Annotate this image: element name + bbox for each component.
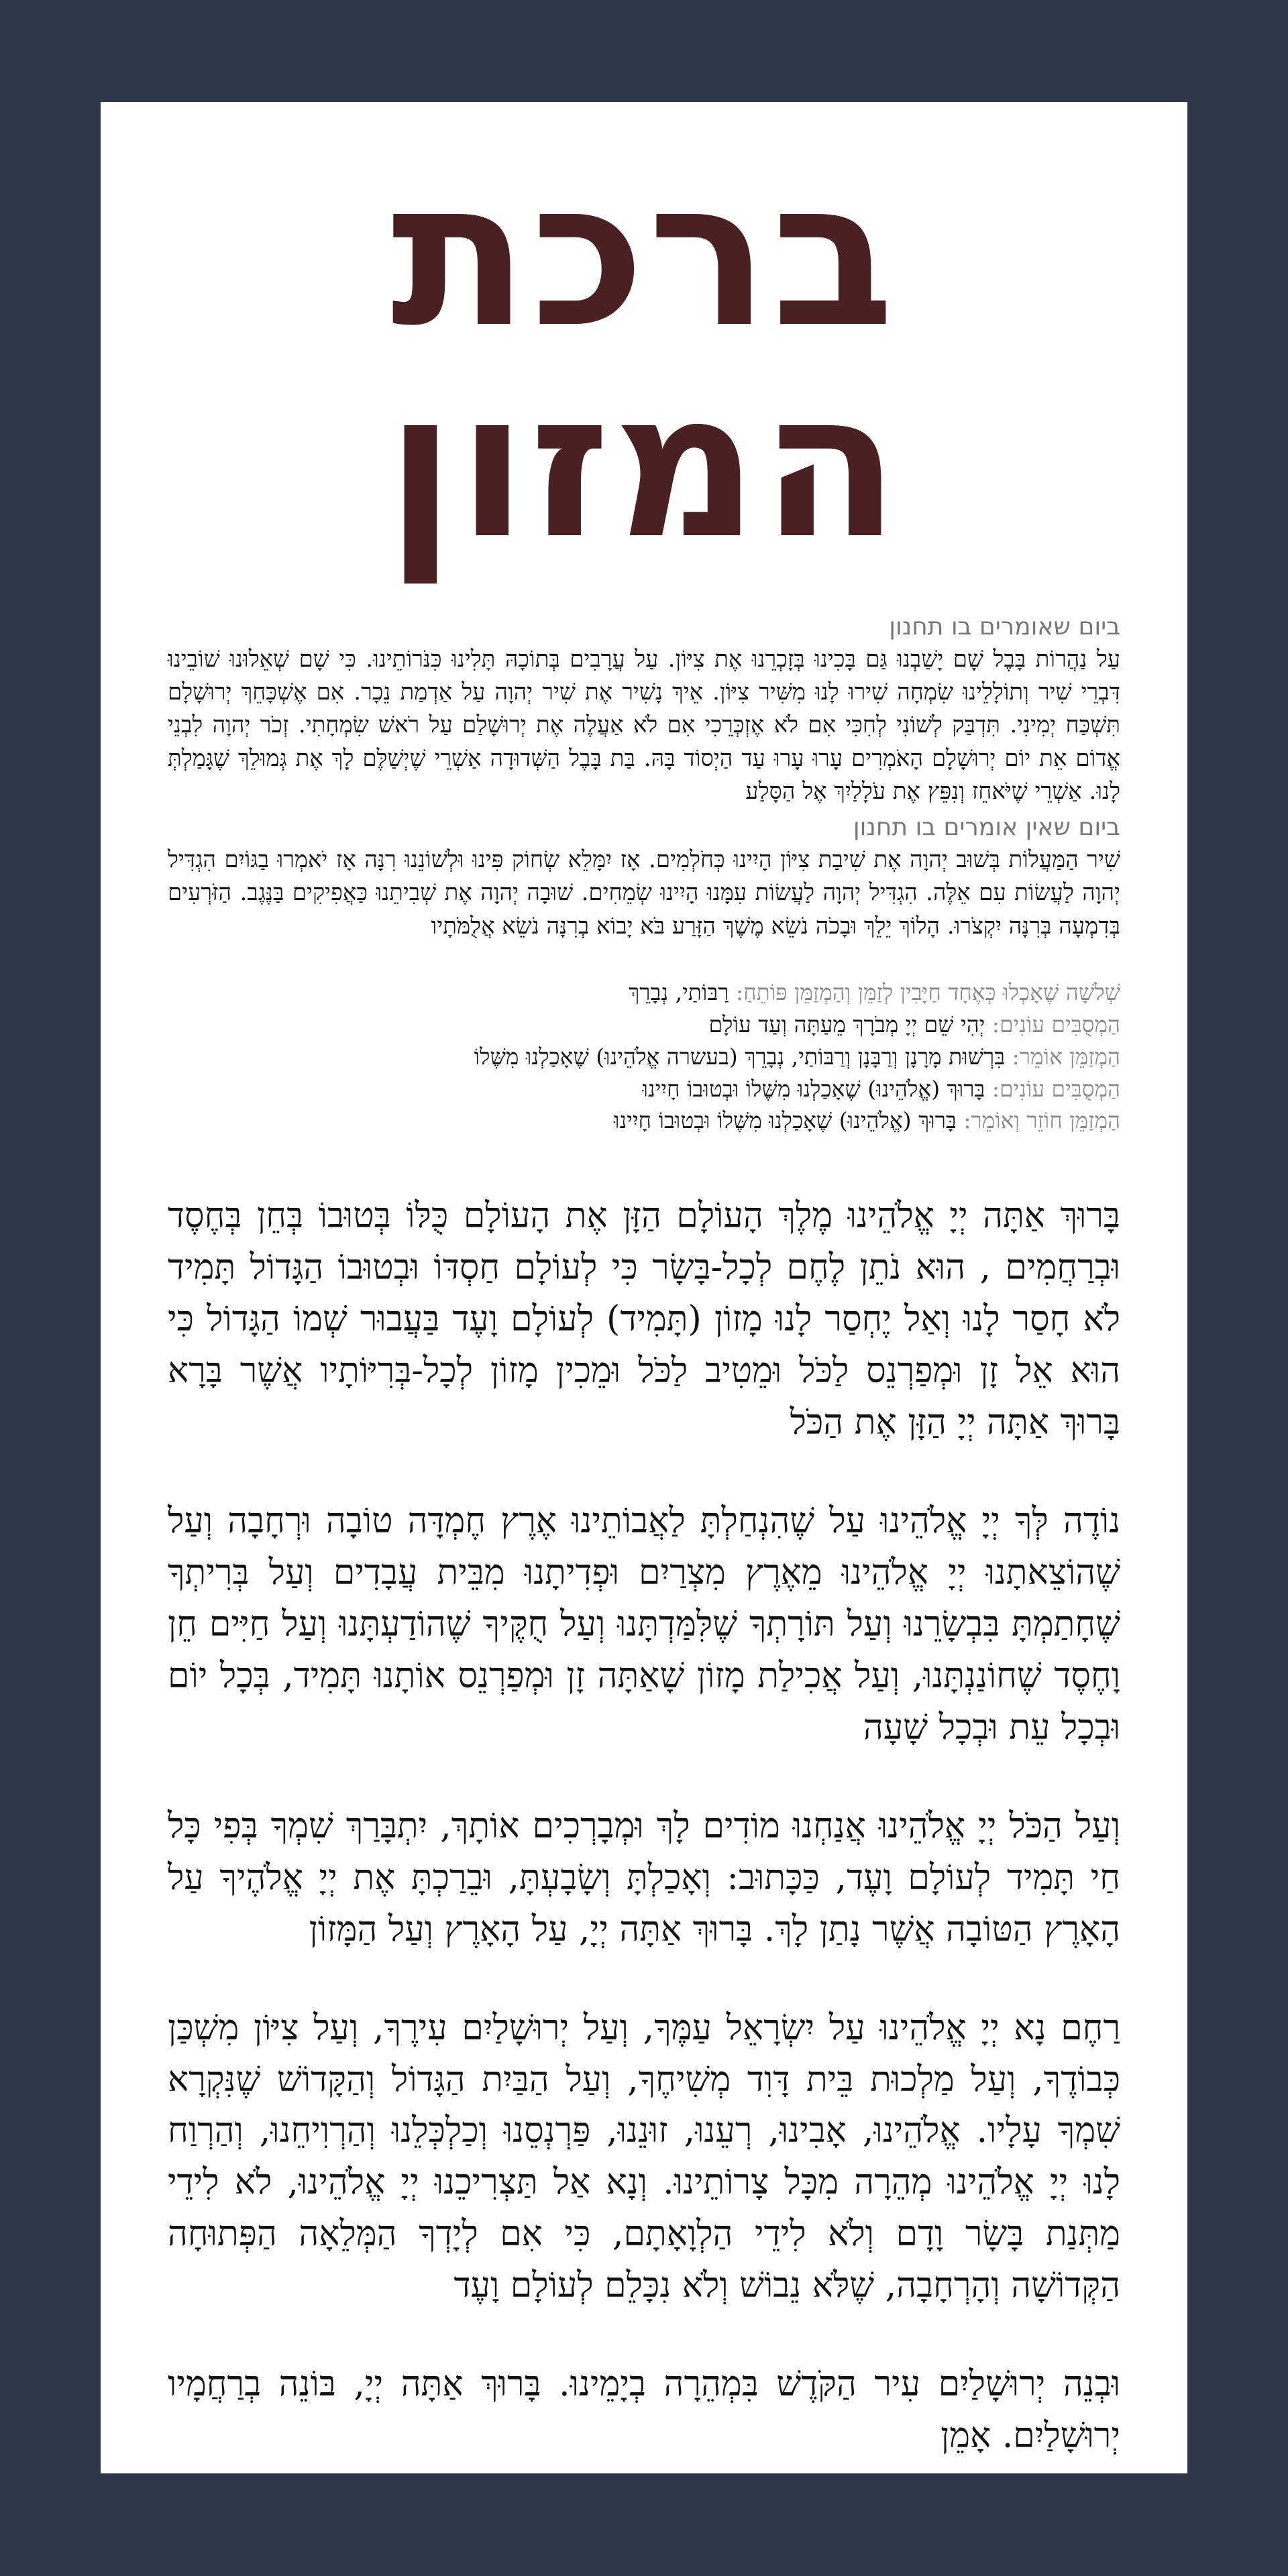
tachanun-day-label: ביום שאומרים בו תחנון <box>889 613 1120 640</box>
zimun-speaker: הַמְזַמֵּן אוֹמֵר: <box>1012 1043 1120 1070</box>
zimun-speaker: שְׁלשָׁה שֶׁאָכְלוּ כְּאֶחָד חַיָּבִין לְזַמֵּן וְהַמְזַמֵּן פּוֹתֵחַ: <box>735 978 1120 1005</box>
blessing-uvneh-paragraph: וּבְנֵה יְרוּשָׁלַיִם עִיר הַקֹּדֶשׁ בִּמְהֵרָה בְיָמֵינוּ. בָּרוּךְ אַתָּה יְיָ, בּוֹנֵה בְרַחֲמָיו יְרוּשָׁלַיִם. אָמֵן <box>168 2364 1121 2457</box>
zimun-speaker: הַמְסֻבִּים עוֹנִים: <box>991 1075 1120 1102</box>
zimun-response: יְהִי שֵׁם יְיָ מְבֹרָךְ מֵעַתָּה וְעַד עוֹלָם <box>708 1011 992 1038</box>
blessing-haaretz-paragraph: נוֹדֶה לְּךָ יְיָ אֱלֹהֵינוּ עַל שֶׁהִנְחַלְתָּ לַאֲבוֹתֵינוּ אֶרֶץ חֶמְדָּה טוֹבָה וּרְחָבָה וְעַל שֶׁהוֹצֵאתָנוּ יְיָ אֱלֹהֵינוּ מֵאֶרֶץ מִצְרַיִם וּפְדִיתָנוּ מִבֵּית עֲבָדִים וְעַל בְּרִיתְךָ שֶׁחָתַמְתָּ בִּבְשָׂרֵנוּ וְעַל תּוֹרָתְךָ שֶׁלִּמַּדְתָּנוּ וְעַל חֻקֶּיךָ שֶׁהוֹדַעְתָּנוּ וְעַל חַיִּים חֵן וָחֶסֶד שֶׁחוֹנַנְתָּנוּ, וְעַל אֲכִילַת מָזוֹן שָׁאַתָּה זָן וּמְפַרְנֵס אוֹתָנוּ תָּמִיד, בְּכָל יוֹם וּבְכָל עֵת וּבְכָל שָׁעָה <box>168 1500 1120 1748</box>
zimun-line <box>168 1041 1120 1073</box>
zimun-speaker: הַמְזַמֵּן חוֹזֵר וְאוֹמֵר: <box>963 1107 1120 1134</box>
main-blessings <box>168 1190 1120 2462</box>
blessing-hazan-paragraph: בָּרוּךְ אַתָּה יְיָ אֱלֹהֵינוּ מֶלֶךְ הָעוֹלָם הַזָּן אֶת הָעוֹלָם כֻּלּוֹ בְּטוּבוֹ בְּחֵן בְּחֶסֶד וּבְרַחֲמִים , הוּא נֹתֵן לֶחֶם לְכָל-בָּשָׂר כִּי לְעוֹלָם חַסְדּוֹ וּבְטוּבוֹ הַגָּדוֹל תָּמִיד לֹא חָסַר לָנוּ וְאַל יֶחְסַר לָנוּ מָזוֹן (תָּמִיד) לְעוֹלָם וָעֶד בַּעֲבוּר שְׁמוֹ הַגָּדוֹל כִּי הוּא אֵל זָן וּמְפַרְנֵס לַכֹּל וּמֵטִיב לַכֹּל וּמֵכִין מָזוֹן לְכָל-בְּרִיּוֹתָיו אֲשֶׁר בָּרָא בָּרוּךְ אַתָּה יְיָ הַזָּן אֶת הַכֹּל <box>168 1196 1120 1443</box>
zimun-response: בָּרוּךְ (אֱלֹהֵינוּ) שֶׁאָכַלְנוּ מִשֶּׁלוֹ וּבְטוּבוֹ חָיִינוּ <box>642 1075 992 1102</box>
zimun-line <box>168 1009 1120 1041</box>
document-content <box>168 102 1120 2509</box>
no-tachanun-day-label: ביום שאין אומרים בו תחנון <box>853 814 1120 842</box>
shir-hamaalot-paragraph: שִׁיר הַמַּעֲלוֹת בְּשׁוּב יְהוָה אֶת שִׁיבַת צִיּוֹן הָיִינוּ כְּחֹלְמִים. אָז יִמָּלֵא שְׂחוֹק פִּינוּ וּלְשׁוֹנֵנוּ רִנָּה אָז יֹאמְרוּ בַגּוֹיִם הִגְדִּיל יְהוָה לַעֲשׂוֹת עִם אֵלֶּה. הִגְדִּיל יְהוָה לַעֲשׂוֹת עִמָּנוּ הָיִינוּ שְׂמֵחִים. שׁוּבָה יְהוָה אֶת שְׁבִיתֵנוּ כַּאֲפִיקִים בַּנֶּגֶב. הַזֹּרְעִים בְּדִמְעָה בְּרִנָּה יִקְצֹרוּ. הָלוֹךְ יֵלֵךְ וּבָכֹה נֹשֵׂא מֶשֶׁךְ הַזָּרַע בֹּא יָבוֹא בְרִנָּה נֹשֵׂא אֲלֻמֹּתָיו <box>168 846 1120 940</box>
zimun-section <box>168 976 1120 1137</box>
zimun-response: רַבּוֹתַי, נְבָרֵךְ <box>629 978 736 1005</box>
document-page <box>101 102 1187 2473</box>
intro-section <box>168 612 1120 943</box>
al-naharot-paragraph: עַל נַהֲרוֹת בָּבֶל שָׁם יָשַׁבְנוּ גַּם בָּכִינוּ בְּזָכְרֵנוּ אֶת צִיּוֹן. עַל עֲרָבִים בְּתוֹכָהּ תָּלִינוּ כִּנֹּרוֹתֵינוּ. כִּי שָׁם שְׁאֵלוּנוּ שׁוֹבֵינוּ דִּבְרֵי שִׁיר וְתוֹלָלֵינוּ שִׂמְחָה שִׁירוּ לָנוּ מִשִּׁיר צִיּוֹן. אֵיךְ נָשִׁיר אֶת שִׁיר יְהוָה עַל אַדְמַת נֵכָר. אִם אֶשְׁכָּחֵךְ יְרוּשָׁלָם תִּשְׁכַּח יְמִינִי. תִּדְבַּק לְשׁוֹנִי לְחִכִּי אִם לֹא אֶזְכְּרֵכִי אִם לֹא אַעֲלֶה אֶת יְרוּשָׁלַם עַל רֹאשׁ שִׂמְחָתִי. זְכֹר יְהוָה לִבְנֵי אֱדוֹם אֵת יוֹם יְרוּשָׁלָם הָאֹמְרִים עָרוּ עָרוּ עַד הַיְסוֹד בָּהּ. בַּת בָּבֶל הַשְּׁדוּדָה אַשְׁרֵי שֶׁיְשַׁלֶּם לָךְ אֶת גְּמוּלֵךְ שֶׁגָּמַלְתְּ לָנוּ. אַשְׁרֵי שֶׁיֹּאחֵז וְנִפֵּץ אֶת עֹלָלַיִךְ אֶל הַסָּלַע <box>168 645 1120 805</box>
zimun-line <box>168 1105 1120 1137</box>
zimun-speaker: הַמְסֻבִּים עוֹנִים: <box>991 1011 1120 1038</box>
blessing-veal-hakol-paragraph: וְעַל הַכֹּל יְיָ אֱלֹהֵינוּ אֲנַחְנוּ מוֹדִים לָךְ וּמְבָרְכִים אוֹתָךְ, יִתְבָּרַךְ שִׁמְךָ בְּפִי כָּל חַי תָּמִיד לְעוֹלָם וָעֶד, כַּכָּתוּב: וְאָכַלְתָּ וְשָׂבָעְתָּ, וּבֵרַכְתָּ אֶת יְיָ אֱלֹהֶיךָ עַל הָאָרֶץ הַטּוֹבָה אֲשֶׁר נָתַן לָךְ. בָּרוּךְ אַתָּה יְיָ, עַל הָאָרֶץ וְעַל הַמָּזוֹן <box>168 1805 1120 1950</box>
page-title: ברכת המזון <box>386 137 902 583</box>
zimun-line <box>168 1073 1120 1105</box>
zimun-response: בָּרוּךְ (אֱלֹהֵינוּ) שֶׁאָכַלְנוּ מִשֶּׁלוֹ וּבְטוּבוֹ חָיִינוּ <box>614 1107 964 1134</box>
zimun-line <box>168 976 1120 1009</box>
zimun-response: בִּרְשׁוּת מָרָנָן וְרַבָּנָן וְרַבּוֹתַי, נְבָרֵךְ (בעשרה אֱלֹהֵינוּ) שֶׁאָכַלְנוּ מִשֶּׁלוֹ <box>474 1043 1012 1070</box>
blessing-rachem-paragraph: רַחֶם נָא יְיָ אֱלֹהֵינוּ עַל יִשְׂרָאֵל עַמֶּךָ, וְעַל יְרוּשָׁלַיִם עִירֶךָ, וְעַל צִיּוֹן מִשְׁכַּן כְּבוֹדֶךָ, וְעַל מַלְכוּת בֵּית דָּוִד מְשִׁיחֶךָ, וְעַל הַבַּיִת הַגָּדוֹל וְהַקָּדוֹשׁ שֶׁנִּקְרָא שִׁמְךָ עָלָיו. אֱלֹהֵינוּ, אָבִינוּ, רְעֵנוּ, זוּנֵנוּ, פַּרְנְסֵנוּ וְכַלְכְּלֵנוּ וְהַרְוִיחֵנוּ, וְהַרְוַח לָנוּ יְיָ אֱלֹהֵינוּ מְהֵרָה מִכָּל צָרוֹתֵינוּ. וְנָא אַל תַּצְרִיכֵנוּ יְיָ אֱלֹהֵינוּ, לֹא לִידֵי מַתְּנַת בָּשָׂר וָדָם וְלֹא לִידֵי הַלְוָאָתָם, כִּי אִם לְיָדְךָ הַמְּלֵאָה הַפְּתוּחָה הַקְּדוֹשָׁה וְהָרְחָבָה, שֶׁלֹּא נֵבוֹשׁ וְלֹא נִכָּלֵם לְעוֹלָם וָעֶד <box>168 2007 1120 2306</box>
